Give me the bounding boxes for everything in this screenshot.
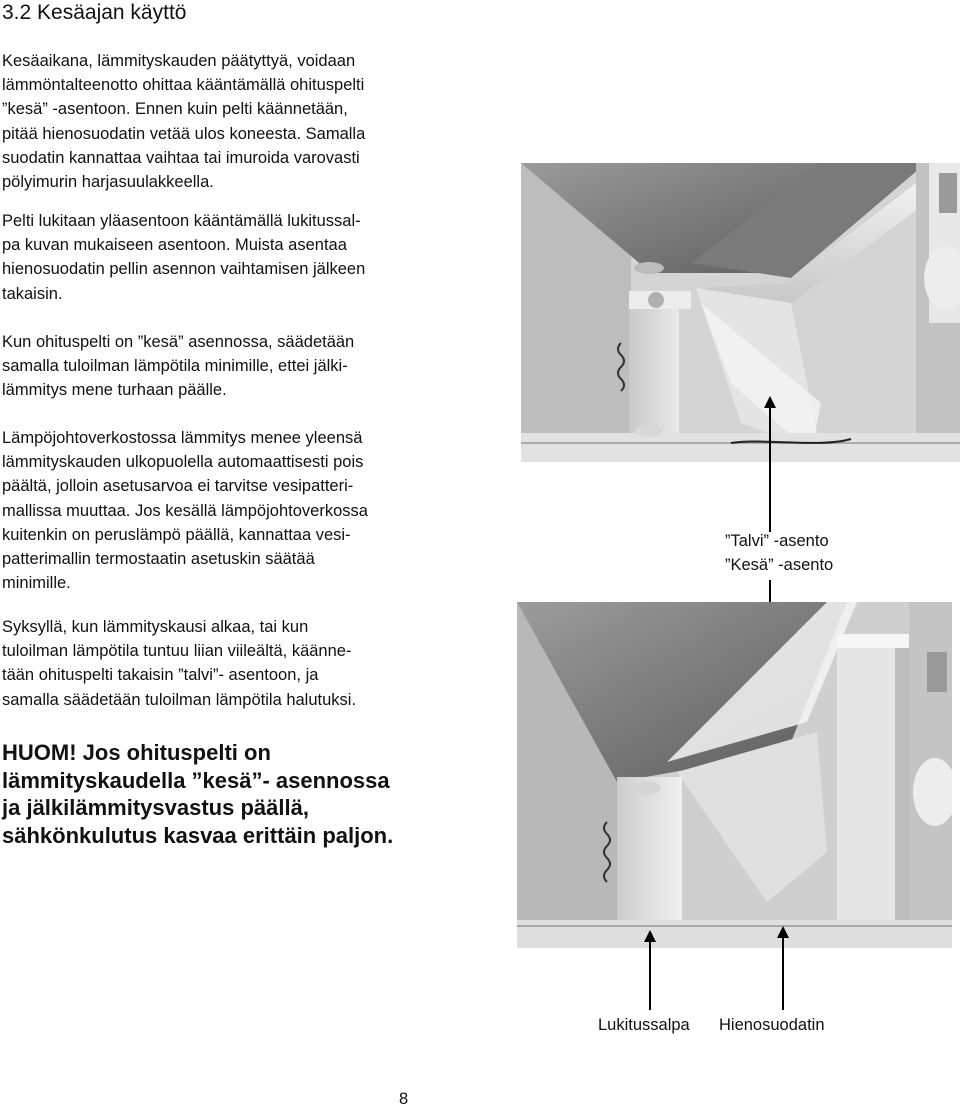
warning-line: sähkönkulutus kasvaa erittäin paljon. (2, 822, 394, 848)
text-line: pitää hienosuodatin vetää ulos koneesta. Samalla (2, 124, 366, 143)
section-title: 3.2 Kesäajan käyttö (2, 1, 187, 24)
photo-winter-drawing (521, 163, 960, 462)
warning-line: lämmityskaudella ”kesä”- asennossa (2, 767, 390, 793)
text-line: hienosuodatin pellin asennon vaihtamisen jälkeen (2, 260, 366, 279)
label-lock-latch: Lukitussalpa (598, 1016, 690, 1034)
text-line: pölyimurin harjasuulakkeella. (2, 173, 214, 192)
text-line: lämmitys mene turhaan päälle. (2, 381, 227, 400)
arrow-filter-icon (773, 926, 793, 1010)
text-line: suodatin kannattaa vaihtaa tai imuroida varovasti (2, 148, 360, 167)
text-line: tään ohituspelti takaisin ”talvi”- asentoon, ja (2, 666, 319, 685)
text-line: lämmöntalteenotto ohittaa kääntämällä ohituspelti (2, 76, 365, 95)
paragraph-supply-air (2, 330, 442, 403)
photo-summer-position (517, 602, 952, 948)
label-fine-filter: Hienosuodatin (719, 1016, 825, 1034)
text-line: Pelti lukitaan yläasentoon kääntämällä lukitussal- (2, 212, 361, 230)
caption-winter-position: ”Talvi” -asento (725, 532, 829, 550)
text-line: Syksyllä, kun lämmityskausi alkaa, tai kun (2, 618, 309, 636)
text-line: Kesäaikana, lämmityskauden päätyttyä, voidaan (2, 52, 356, 70)
text-line: samalla tuloilman lämpötila minimille, ettei jälki- (2, 357, 348, 376)
text-line: samalla säädetään tuloilman lämpötila halutuksi. (2, 690, 357, 709)
text-line: lämmityskauden ulkopuolella automaattisesti pois (2, 453, 364, 472)
photo-winter-position (521, 163, 960, 462)
caption-summer-position: ”Kesä” -asento (725, 556, 834, 574)
text-line: kuitenkin on peruslämpö päällä, kannattaa vesi- (2, 525, 351, 544)
arrow-lock-icon (640, 930, 660, 1010)
text-line: takaisin. (2, 284, 63, 303)
paragraph-summer-use (2, 49, 442, 194)
page-number: 8 (399, 1090, 409, 1108)
warning-notice (2, 739, 472, 849)
text-line: Kun ohituspelti on ”kesä” asennossa, säädetään (2, 333, 355, 351)
text-line: tuloilman lämpötila tuntuu liian viileältä, käänne- (2, 642, 352, 661)
photo-summer-drawing (517, 602, 952, 948)
text-line: mallissa muuttaa. Jos kesällä lämpöjohtoverkossa (2, 501, 368, 520)
text-line: minimille. (2, 574, 71, 593)
text-line: päältä, jolloin asetusarvoa ei tarvitse vesipatteri- (2, 477, 354, 496)
paragraph-autumn (2, 615, 442, 712)
arrow-up-icon (760, 396, 780, 532)
warning-line: ja jälkilämmitysvastus päällä, (2, 795, 309, 820)
warning-line: HUOM! Jos ohituspelti on (2, 740, 271, 765)
paragraph-district-heating (2, 426, 442, 595)
paragraph-locking (2, 209, 442, 306)
text-line: patterimallin termostaatin asetuskin säätää (2, 550, 315, 569)
text-line: pa kuvan mukaiseen asentoon. Muista asentaa (2, 236, 347, 255)
text-line: ”kesä” -asentoon. Ennen kuin pelti käännetään, (2, 100, 348, 119)
text-line: Lämpöjohtoverkostossa lämmitys menee yleensä (2, 429, 363, 447)
